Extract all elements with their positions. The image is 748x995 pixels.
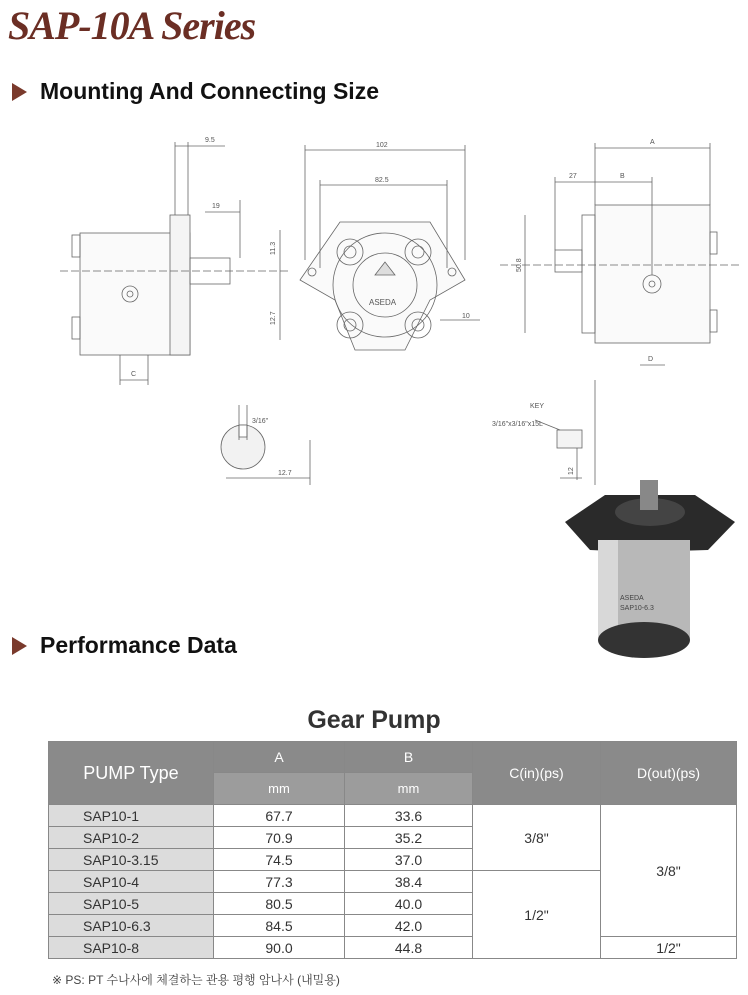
- cell-type: SAP10-6.3: [49, 915, 214, 937]
- cell-type: SAP10-5: [49, 893, 214, 915]
- cell-type: SAP10-4: [49, 871, 214, 893]
- shaft-section: [221, 405, 310, 485]
- header-unit-a: mm: [214, 773, 345, 805]
- page-title: SAP-10A Series: [8, 3, 256, 48]
- key-detail: [535, 380, 595, 485]
- dim-label: 12: [568, 467, 575, 475]
- cell-b: 40.0: [345, 893, 473, 915]
- front-logo-text: ASEDA: [369, 298, 397, 307]
- cell-b: 35.2: [345, 827, 473, 849]
- section-performance-label: Performance Data: [40, 632, 237, 658]
- cell-a: 74.5: [214, 849, 345, 871]
- cell-b: 33.6: [345, 805, 473, 827]
- dim-label: 12.7: [278, 470, 292, 477]
- dim-label: 19: [212, 203, 220, 210]
- cell-type: SAP10-3.15: [49, 849, 214, 871]
- cell-b: 44.8: [345, 937, 473, 959]
- dim-label: C: [131, 371, 137, 378]
- side-view: [60, 142, 290, 385]
- header-unit-b: mm: [345, 773, 473, 805]
- cell-c-group: 1/2": [473, 871, 601, 959]
- cell-d-group: 3/8": [601, 805, 737, 937]
- cell-a: 70.9: [214, 827, 345, 849]
- dim-label: 82.5: [375, 177, 389, 184]
- header-b: B: [345, 742, 473, 773]
- cell-c-group: 3/8": [473, 805, 601, 871]
- dim-label: 102: [376, 142, 388, 149]
- cell-a: 77.3: [214, 871, 345, 893]
- cell-b: 37.0: [345, 849, 473, 871]
- cell-a: 67.7: [214, 805, 345, 827]
- dim-label: B: [620, 173, 625, 180]
- cell-type: SAP10-2: [49, 827, 214, 849]
- dim-label: 27: [569, 173, 577, 180]
- cell-a: 90.0: [214, 937, 345, 959]
- dim-label: 12.7: [270, 311, 277, 325]
- dim-label: 3/16"x3/16"x15L: [492, 421, 543, 428]
- dim-label: 11.3: [270, 241, 277, 255]
- cell-b: 38.4: [345, 871, 473, 893]
- photo-label: ASEDA: [620, 595, 644, 602]
- dim-label: A: [650, 139, 655, 146]
- header-c: C(in)(ps): [473, 742, 601, 805]
- front-view: [300, 145, 480, 350]
- cell-a: 84.5: [214, 915, 345, 937]
- footnote: ※ PS: PT 수나사에 체결하는 관용 평행 암나사 (내밀용): [52, 973, 340, 987]
- cell-type: SAP10-1: [49, 805, 214, 827]
- dim-label: 10: [462, 313, 470, 320]
- table-title: Gear Pump: [307, 706, 441, 734]
- table-row: [49, 805, 737, 827]
- table-row: [49, 937, 737, 959]
- dim-label: 3/16": [252, 418, 269, 425]
- pump-photo: [565, 480, 735, 658]
- header-d: D(out)(ps): [601, 742, 737, 805]
- cell-b: 42.0: [345, 915, 473, 937]
- performance-table: [48, 741, 737, 959]
- cell-a: 80.5: [214, 893, 345, 915]
- dim-label: 9.5: [205, 137, 215, 144]
- dim-label: D: [648, 356, 654, 363]
- dim-label: 50.8: [516, 258, 523, 272]
- cell-d-group: 1/2": [601, 937, 737, 959]
- dim-label: KEY: [530, 403, 545, 410]
- photo-label: SAP10-6.3: [620, 605, 654, 612]
- cell-type: SAP10-8: [49, 937, 214, 959]
- header-pump-type: PUMP Type: [49, 742, 214, 805]
- section-mounting-label: Mounting And Connecting Size: [40, 78, 379, 104]
- header-a: A: [214, 742, 345, 773]
